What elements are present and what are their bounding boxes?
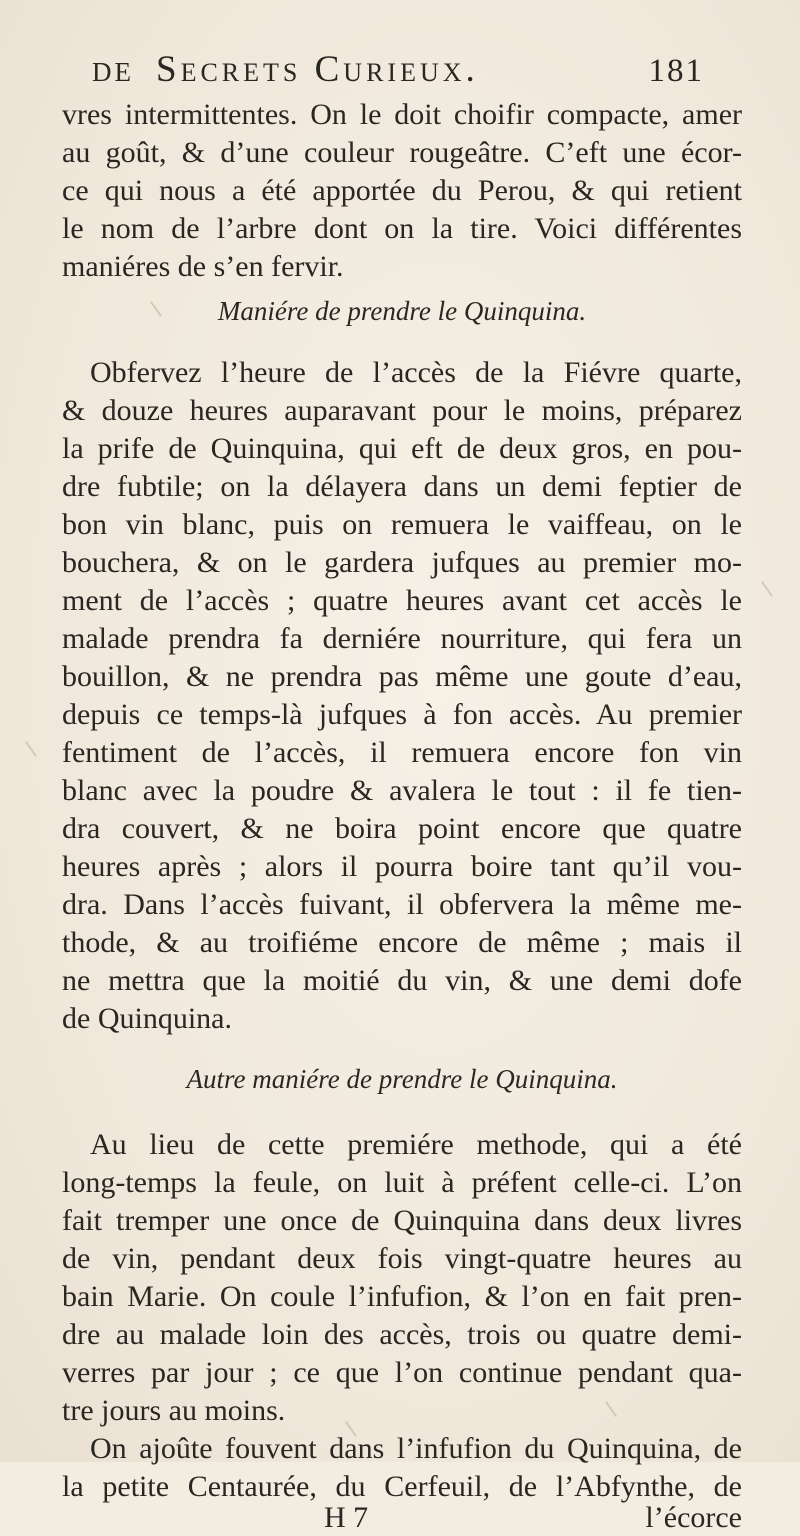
signature-mark: H 7 [324, 1501, 369, 1534]
text-line: bouillon, & ne prendra pas même une goute d’eau, [62, 660, 742, 693]
text-line: de vin, pendant deux fois vingt-quatre heures au [62, 1242, 742, 1275]
text-line: ment de l’accès ; quatre heures avant cet accès le [62, 584, 742, 617]
running-header [92, 48, 704, 98]
text-line: dre fubtile; on la délayera dans un demi feptier de [62, 470, 742, 503]
text-line: long-temps la feule, on luit à préfent celle-ci. L’on [62, 1166, 742, 1199]
section-heading-1: Maniére de prendre le Quinquina. [217, 296, 587, 326]
header-prefix: DE [92, 57, 134, 87]
text-line: Au lieu de cette premiére methode, qui a été [90, 1128, 742, 1161]
text-line: Obfervez l’heure de l’accès de la Fiévre quarte, [90, 356, 742, 389]
paper-speck [25, 741, 37, 757]
text-line: bain Marie. On coule l’infufion, & l’on en fait pren- [62, 1280, 742, 1313]
catchword: l’écorce [645, 1501, 742, 1534]
text-line: bouchera, & on le gardera jufques au premier mo- [62, 546, 742, 579]
text-line: la prife de Quinquina, qui eft de deux gros, en pou- [62, 432, 742, 465]
text-line: verres par jour ; ce que l’on continue pendant qua- [62, 1356, 742, 1389]
text-line: la petite Centaurée, du Cerfeuil, de l’Abfynthe, de [62, 1470, 742, 1503]
text-line: fait tremper une once de Quinquina dans deux livres [62, 1204, 742, 1237]
text-line: vres intermittentes. On le doit choifir compacte, amer [62, 98, 742, 131]
text-line: fentiment de l’accès, il remuera encore fon vin [62, 736, 742, 769]
text-line: On ajoûte fouvent dans l’infufion du Quinquina, de [90, 1432, 742, 1465]
text-line: bon vin blanc, puis on remuera le vaiffeau, on le [62, 508, 742, 541]
header-title: Secrets Curieux. [156, 49, 479, 90]
text-line: depuis ce temps-là jufques à fon accès. Au premier [62, 698, 742, 731]
section-heading-2: Autre maniére de prendre le Quinquina. [186, 1064, 618, 1094]
text-line: tre jours au moins. [62, 1394, 286, 1427]
text-line: blanc avec la poudre & avalera le tout : il fe tien- [62, 774, 742, 807]
text-line: maniéres de s’en fervir. [62, 250, 344, 283]
text-line: au goût, & d’une couleur rougeâtre. C’eft une écor- [62, 136, 742, 169]
text-line: dra couvert, & ne boira point encore que quatre [62, 812, 742, 845]
paper-speck [761, 581, 773, 597]
text-line: le nom de l’arbre dont on la tire. Voici différentes [62, 212, 742, 245]
text-line: malade prendra fa derniére nourriture, qui fera un [62, 622, 742, 655]
text-line: thode, & au troifiéme encore de même ; mais il [62, 926, 742, 959]
text-line: dra. Dans l’accès fuivant, il obfervera la même me- [62, 888, 742, 921]
page-number: 181 [648, 53, 704, 89]
text-line: & douze heures auparavant pour le moins, préparez [62, 394, 742, 427]
text-line: ne mettra que la moitié du vin, & une demi dofe [62, 964, 742, 997]
text-line: ce qui nous a été apportée du Perou, & qui retient [62, 174, 742, 207]
text-line: dre au malade loin des accès, trois ou quatre demi- [62, 1318, 742, 1351]
text-line: heures après ; alors il pourra boire tant qu’il vou- [62, 850, 742, 883]
text-line: de Quinquina. [62, 1002, 232, 1035]
